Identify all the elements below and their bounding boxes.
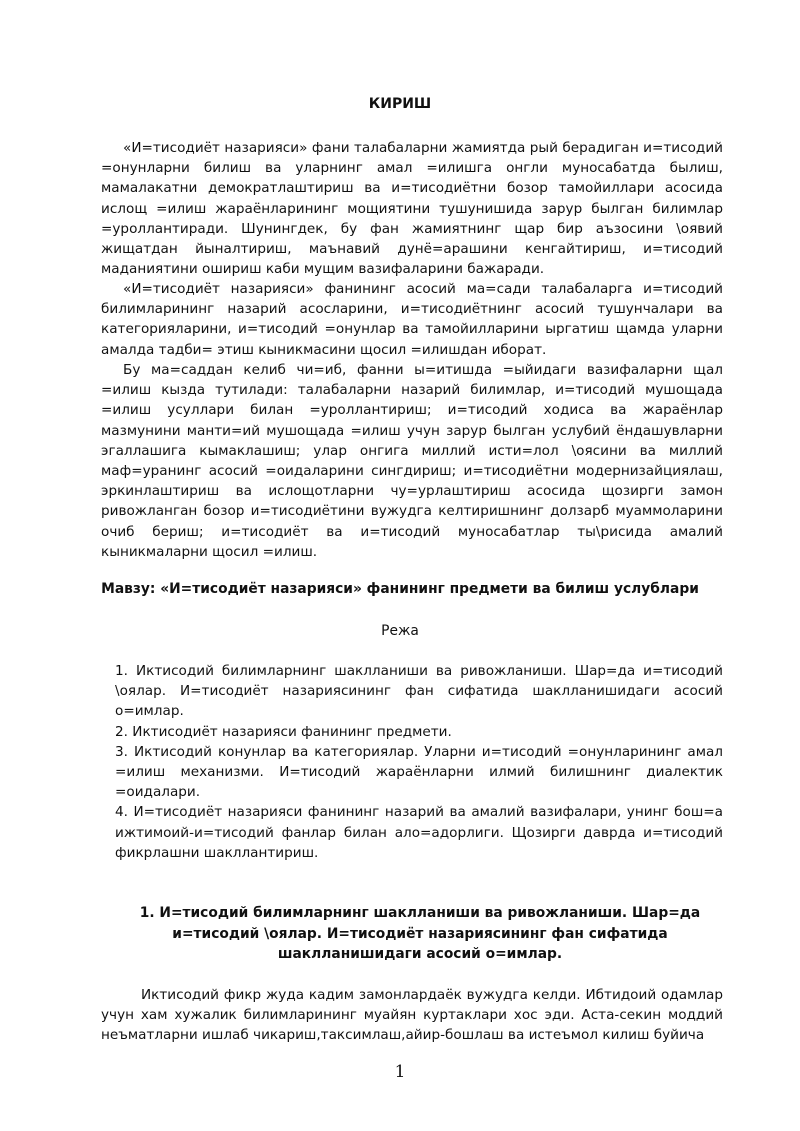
topic-heading: Мавзу: «И=тисодиёт назарияси» фанининг предмети ва билиш услублари — [101, 581, 699, 597]
section-heading — [120, 903, 720, 965]
intro-paragraph-3: Бу ма=саддан келиб чи=иб, фанни ы=итишда =ыйидаги вазифаларни щал =илиш кызда тутилади: талабаларни назарий билимлар, и=тисодий мушощада =илиш усуллари билан =уроллантириш; и=тисодий ходиса ва жараёнлар мазмунини манти=ий мушощада =илиш учун зарур былган услубий ёндашувларни эгаллашига кымаклашиш; улар онгига миллий исти=лол \оясини ва миллий маф=уранинг асосий =оидаларини сингдириш; и=тисодиётни модернизайциялаш, эркинлаштириш ва ислощотларни чу=урлаштириш асосида щозирги замон ривожланган бозор и=тисодиётини вужудга келтиришнинг долзарб муаммоларини очиб бериш; и=тисодиёт ва и=тисодий муносабатлар ты\рисида амалий кыникмаларни щосил =илиш. — [101, 362, 723, 560]
body-paragraph: Иктисодий фикр жуда кадим замонлардаёк вужудга келди. Ибтидоий одамлар учун хам хужалик билимларининг муайян куртаклари хос эди. Аста-секин моддий неъматларни ишлаб чикариш,таксимлаш,айир-бошлаш ва истеъмол килиш буйича — [101, 987, 723, 1044]
intro-paragraph-1: «И=тисодиёт назарияси» фани талабаларни жамиятда рый берадиган и=тисодий =онунларни билиш ва уларнинг амал =илишга онгли муносабатда былиш, мамалакатни демократлаштириш ва и=тисодиётни бозор тамойиллари асосида ислощ =илиш жараёнларининг мощиятини тушунишида зарур былган билимлар =уроллантиради. Шунингдек, бу фан жамиятнинг щар бир аъзосини \оявий жищатдан йыналтириш, маънавий дунё=арашини кенгайтириш, и=тисодий маданиятини ошириш каби мущим вазифаларини бажаради. — [101, 140, 723, 278]
section-heading-line: и=тисодий \оялар. И=тисодиёт назариясининг фан сифатида — [172, 925, 668, 942]
plan-label: Режа — [381, 623, 419, 639]
plan-list — [115, 661, 723, 863]
page-title: КИРИШ — [368, 96, 432, 112]
plan-item: 2. Иктисодиёт назарияси фанининг предмети. — [115, 723, 452, 740]
section-heading-line: шаклланишидаги асосий о=имлар. — [277, 946, 563, 963]
page-number: 1 — [394, 1062, 406, 1082]
plan-item: 3. Иктисодий конунлар ва категориялар. Уларни и=тисодий =онунларининг амал =илиш механизми. И=тисодий жараёнларни илмий билишнинг диалектик =оидалари. — [115, 743, 723, 801]
section-heading-line: 1. И=тисодий билимларнинг шаклланиши ва ривожланиши. Шар=да — [139, 905, 701, 921]
plan-item: 1. Иктисодий билимларнинг шаклланиши ва ривожланиши. Шар=да и=тисодий \оялар. И=тисодиёт назариясининг фан сифатида шаклланишидаги асосий о=имлар. — [115, 663, 723, 720]
intro-paragraph-2: «И=тисодиёт назарияси» фанининг асосий ма=сади талабаларга и=тисодий билимларининг назарий асосларини, и=тисодиётнинг асосий тушунчалари ва категорияларини, и=тисодий =онунлар ва тамойилларини ыргатиш щамда уларни амалда тадби= этиш кыникмасини щосил =илишдан иборат. — [101, 281, 723, 358]
plan-item: 4. И=тисодиёт назарияси фанининг назарий ва амалий вазифалари, унинг бош=а ижтимоий-и=тисодий фанлар билан ало=адорлиги. Щозирги даврда и=тисодий фикрлашни шакллантириш. — [115, 804, 723, 861]
